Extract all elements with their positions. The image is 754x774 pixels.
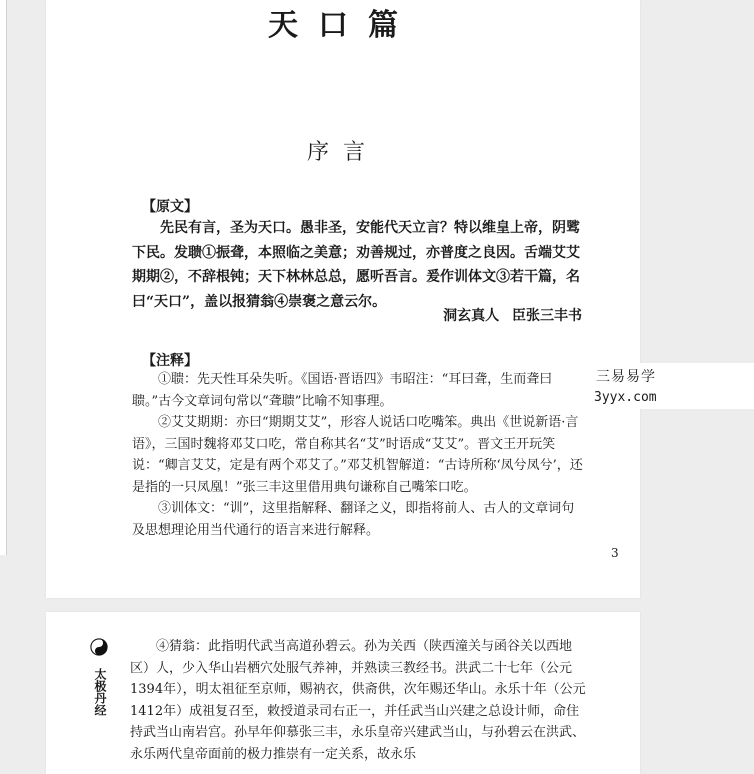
notes-heading: 【注释】 bbox=[142, 353, 198, 369]
original-text-heading: 【原文】 bbox=[142, 199, 198, 215]
taiji-icon bbox=[90, 638, 108, 656]
site-watermark bbox=[584, 363, 754, 409]
book-page-3 bbox=[46, 0, 640, 598]
note-item: ①聩：先天性耳朵失听。《国语·晋语四》韦昭注：“耳曰聋，生而聋曰聩。”古今文章词句常以“聋聩”比喻不知事理。 bbox=[132, 372, 553, 409]
page-number: 3 bbox=[611, 546, 619, 560]
notes-list bbox=[132, 369, 584, 541]
note-item: ③训体文：“训”，这里指解释、翻译之义，即指将前人、古人的文章词句及思想理论用当代通行的语言来进行解释。 bbox=[132, 501, 575, 538]
note-item: ②艾艾期期：亦曰“期期艾艾”，形容人说话口吃嘴笨。典出《世说新语·言语》，三国时魏将邓艾口吃，常自称其名“艾”时语成“艾艾”。晋文王开玩笑说：“卿言艾艾，定是有两个邓艾了。”邓艾机智解道：“古诗所称‘凤兮凤兮’，还是指的一只凤凰！”张三丰这里借用典句谦称自己嘴笨口吃。 bbox=[132, 415, 583, 495]
note-item: ④猜翁：此指明代武当高道孙碧云。孙为关西（陕西潼关与函谷关以西地区）人，少入华山岩栖穴处服气养神，并熟读三教经书。洪武二十七年（公元1394年），明太祖征至京师，赐衲衣，供斋供，次年赐还华山。永乐十年（公元1412年）成祖复召至，敕授道录司右正一，并任武当山兴建之总设计师，命住持武当山南岩宫。孙早年仰慕张三丰，永乐皇帝兴建武当山，与孙碧云在洪武、永乐两代皇帝面前的极力推崇有一定关系，故永乐 bbox=[130, 639, 586, 762]
book-page-4 bbox=[46, 612, 640, 774]
author-signature: 洞玄真人 臣张三丰书 bbox=[443, 308, 582, 324]
watermark-site-url[interactable]: 3yyx.com bbox=[594, 390, 657, 405]
section-title: 序言 bbox=[306, 140, 379, 165]
original-text-paragraph: 先民有言，圣为天口。愚非圣，安能代天立言？特以维皇上帝，阴骘下民。发聩①振聋，本照临之美意；劝善规过，亦普度之良因。舌端艾艾期期②，不辞根钝；天下林林总总，愿听吾言。爰作训体文③若干篇，名曰“天口”，盖以报猜翁④崇褒之意云尔。 bbox=[132, 220, 580, 310]
chapter-title: 天口篇 bbox=[268, 8, 418, 43]
left-scroll-edge bbox=[0, 0, 7, 555]
watermark-site-name: 三易易学 bbox=[596, 369, 656, 385]
running-book-title: 太极丹经 bbox=[93, 668, 107, 716]
